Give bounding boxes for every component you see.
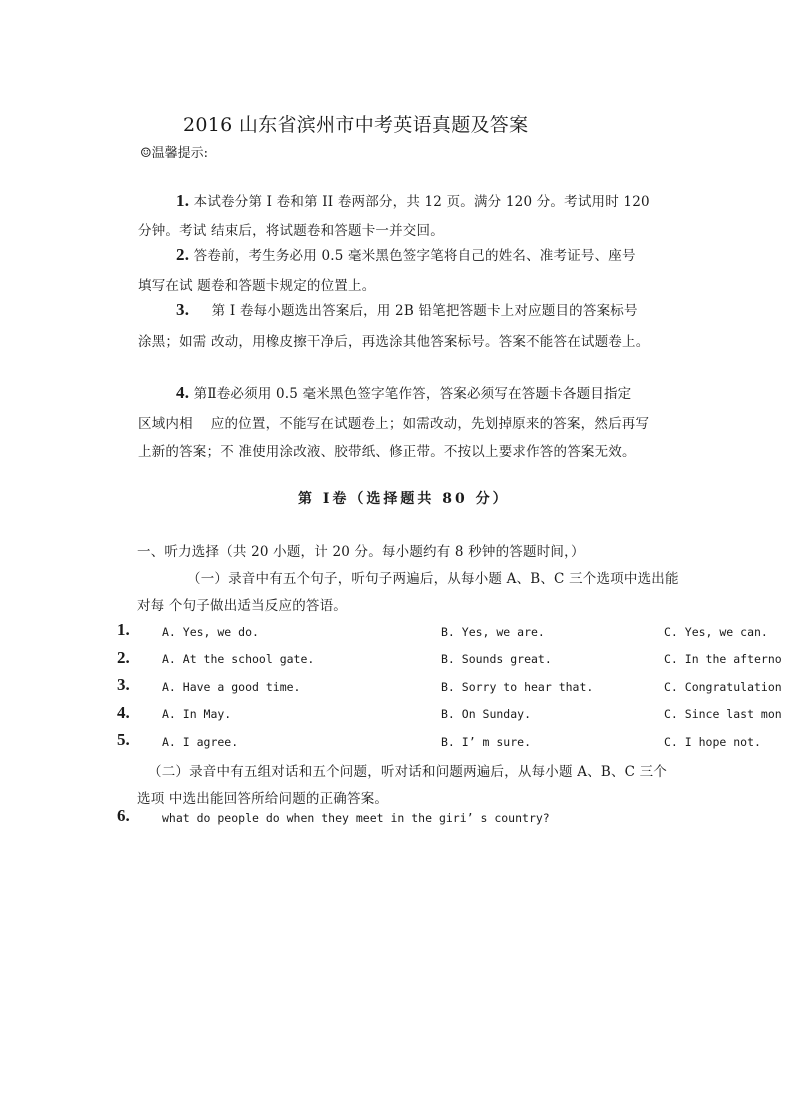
note-2-text: 答卷前，考生务必用 0.5 毫米黑色签字笔将自己的姓名、准考证号、座号 bbox=[193, 248, 636, 264]
option-c: C. Since last mon bbox=[664, 707, 782, 721]
option-c: C. Yes, we can. bbox=[664, 625, 768, 639]
note-2-number: 2. bbox=[176, 245, 190, 264]
note-1-line-1 bbox=[176, 190, 650, 211]
question-number: 1. bbox=[117, 620, 130, 639]
option-c: C. In the afterno bbox=[664, 652, 782, 666]
sub1-instruction-line-1: （一）录音中有五个句子，听句子两遍后，从每小题 A、B、C 三个选项中选出能 bbox=[187, 571, 679, 587]
part1-heading: 一、听力选择（共 20 小题，计 20 分。每小题约有 8 秒钟的答题时间，） bbox=[137, 544, 585, 560]
note-1-number: 1. bbox=[176, 191, 190, 210]
option-b: B. Sounds great. bbox=[441, 652, 552, 666]
section-title: 第 I卷（选择题共 80 分） bbox=[298, 491, 510, 507]
note-4-number: 4. bbox=[176, 383, 190, 402]
note-3-line-2: 涂黑；如需 改动，用橡皮擦干净后，再选涂其他答案标号。答案不能答在试题卷上。 bbox=[138, 334, 650, 350]
note-1-text: 本试卷分第 I 卷和第 II 卷两部分，共 12 页。满分 120 分。考试用时 120 bbox=[193, 194, 650, 210]
option-b: B. Yes, we are. bbox=[441, 625, 545, 639]
question-number: 5. bbox=[117, 730, 130, 749]
note-4-text: 第Ⅱ卷必须用 0.5 毫米黑色签字笔作答，答案必须写在答题卡各题目指定 bbox=[193, 386, 632, 402]
note-4-line-1 bbox=[176, 382, 631, 403]
question-number: 2. bbox=[117, 648, 130, 667]
question-number: 3. bbox=[117, 675, 130, 694]
sub1-instruction-line-2: 对每 个句子做出适当反应的答语。 bbox=[137, 598, 347, 614]
option-b: B. On Sunday. bbox=[441, 707, 532, 721]
option-b: B. I’ m sure. bbox=[441, 735, 532, 749]
note-3-text: 第 I 卷每小题选出答案后，用 2B 铅笔把答题卡上对应题目的答案标号 bbox=[211, 303, 638, 319]
option-b: B. Sorry to hear that. bbox=[441, 680, 594, 694]
note-2-line-2: 填写在试 题卷和答题卡规定的位置上。 bbox=[138, 278, 376, 294]
option-a: A. I agree. bbox=[162, 735, 239, 749]
note-4-line-2: 区域内相 应的位置，不能写在试题卷上；如需改动，先划掉原来的答案，然后再写 bbox=[138, 416, 650, 432]
option-c: C. Congratulation bbox=[664, 680, 782, 694]
option-a: A. Have a good time. bbox=[162, 680, 301, 694]
sub2-instruction-line-2: 选项 中选出能回答所给问题的正确答案。 bbox=[137, 791, 389, 807]
note-4-line-3: 上新的答案；不 准使用涂改液、胶带纸、修正带。不按以上要求作答的答案无效。 bbox=[138, 444, 636, 460]
option-a: A. Yes, we do. bbox=[162, 625, 259, 639]
option-a: A. At the school gate. bbox=[162, 652, 315, 666]
question-number: 6. bbox=[117, 806, 130, 825]
question-number: 4. bbox=[117, 703, 130, 722]
note-2-line-1 bbox=[176, 244, 636, 265]
option-c: C. I hope not. bbox=[664, 735, 761, 749]
note-3-line-1 bbox=[176, 299, 638, 320]
sub2-instruction-line-1: （二）录音中有五组对话和五个问题，听对话和问题两遍后，从每小题 A、B、C 三个 bbox=[148, 764, 668, 780]
note-3-number: 3. bbox=[176, 300, 190, 319]
document-title: 2016 山东省滨州市中考英语真题及答案 bbox=[183, 114, 529, 136]
note-1-line-2: 分钟。考试 结束后，将试题卷和答题卡一并交回。 bbox=[138, 223, 444, 239]
option-a: A. In May. bbox=[162, 707, 232, 721]
tip-label: ☺温馨提示: bbox=[140, 146, 209, 161]
question-text: what do people do when they meet in the giri’ s country? bbox=[162, 811, 550, 825]
